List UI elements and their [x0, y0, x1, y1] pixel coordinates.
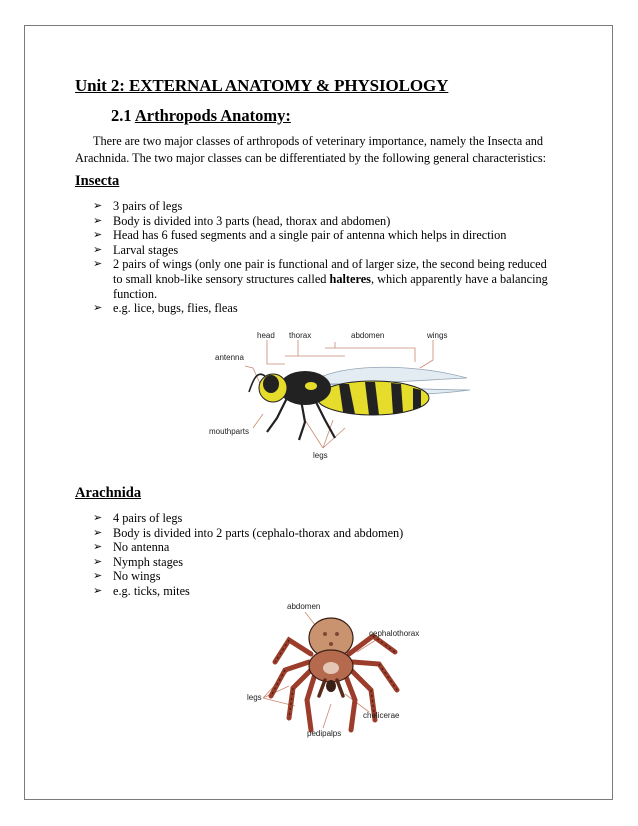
- label-legs: legs: [313, 451, 328, 460]
- label-chelicerae: chelicerae: [363, 711, 400, 720]
- arrow-bullet-icon: ➢: [93, 242, 103, 256]
- arrow-bullet-icon: ➢: [93, 199, 103, 212]
- arrow-bullet-icon: ➢: [93, 301, 103, 315]
- list-item: ➢ No antenna: [93, 540, 170, 555]
- halteres-term: halteres: [329, 271, 371, 286]
- arrow-bullet-icon: ➢: [93, 213, 103, 227]
- insect-anatomy-figure: [205, 328, 475, 468]
- insecta-list: [93, 199, 571, 316]
- intro-line-2: Arachnida. The two major classes can be differentiated by the following general characteristics:: [75, 151, 547, 165]
- label-legs: legs: [247, 693, 262, 702]
- arachnid-anatomy-figure: [245, 600, 445, 745]
- list-item: ➢ Nymph stages: [93, 554, 184, 569]
- arachnida-heading: Arachnida: [75, 485, 142, 501]
- list-item: ➢ e.g. ticks, mites: [93, 583, 190, 598]
- arrow-bullet-icon: ➢: [93, 569, 103, 583]
- arrow-bullet-icon: ➢: [93, 228, 103, 242]
- section-title-text: Arthropods Anatomy:: [134, 106, 291, 125]
- list-item: ➢ Body is divided into 3 parts (head, thorax and abdomen): [93, 213, 391, 228]
- label-thorax: thorax: [289, 331, 312, 340]
- list-item: ➢ 2 pairs of wings (only one pair is functional and of larger size, the second being reduced to small knob-like sensory structures called halteres, which apparently have a balancing function.: [93, 257, 548, 301]
- arrow-bullet-icon: ➢: [93, 540, 103, 554]
- list-item: ➢ Body is divided into 2 parts (cephalo-thorax and abdomen): [93, 525, 404, 540]
- list-item: ➢ 3 pairs of legs: [93, 199, 183, 213]
- arrow-bullet-icon: ➢: [93, 257, 103, 271]
- insecta-heading: Insecta: [75, 173, 120, 189]
- label-cephalothorax: cephalothorax: [369, 629, 420, 638]
- section-number: 2.1: [111, 106, 132, 125]
- list-item: ➢ Head has 6 fused segments and a single pair of antenna which helps in direction: [93, 228, 507, 243]
- label-mouthparts: mouthparts: [209, 427, 250, 436]
- arrow-bullet-icon: ➢: [93, 525, 103, 539]
- arrow-bullet-icon: ➢: [93, 554, 103, 568]
- arrow-bullet-icon: ➢: [93, 511, 103, 524]
- label-wings: wings: [427, 331, 448, 340]
- list-item: ➢ No wings: [93, 569, 161, 584]
- unit-title: Unit 2: EXTERNAL ANATOMY & PHYSIOLOGY: [75, 76, 449, 95]
- list-item: ➢ e.g. lice, bugs, flies, fleas: [93, 301, 238, 316]
- label-antenna: antenna: [215, 353, 244, 362]
- list-item: ➢ Larval stages: [93, 242, 179, 257]
- label-pedipalps: pedipalps: [307, 729, 342, 738]
- intro-paragraph: [75, 133, 575, 167]
- section-title: [111, 106, 291, 126]
- arrow-bullet-icon: ➢: [93, 583, 103, 597]
- label-head: head: [257, 331, 275, 340]
- label-abdomen: abdomen: [351, 331, 385, 340]
- arachnida-list: [93, 511, 571, 599]
- intro-line-1: There are two major classes of arthropods of veterinary importance, namely the Insecta and: [93, 134, 544, 148]
- list-item: ➢ 4 pairs of legs: [93, 511, 183, 525]
- label-abdomen: abdomen: [287, 602, 321, 611]
